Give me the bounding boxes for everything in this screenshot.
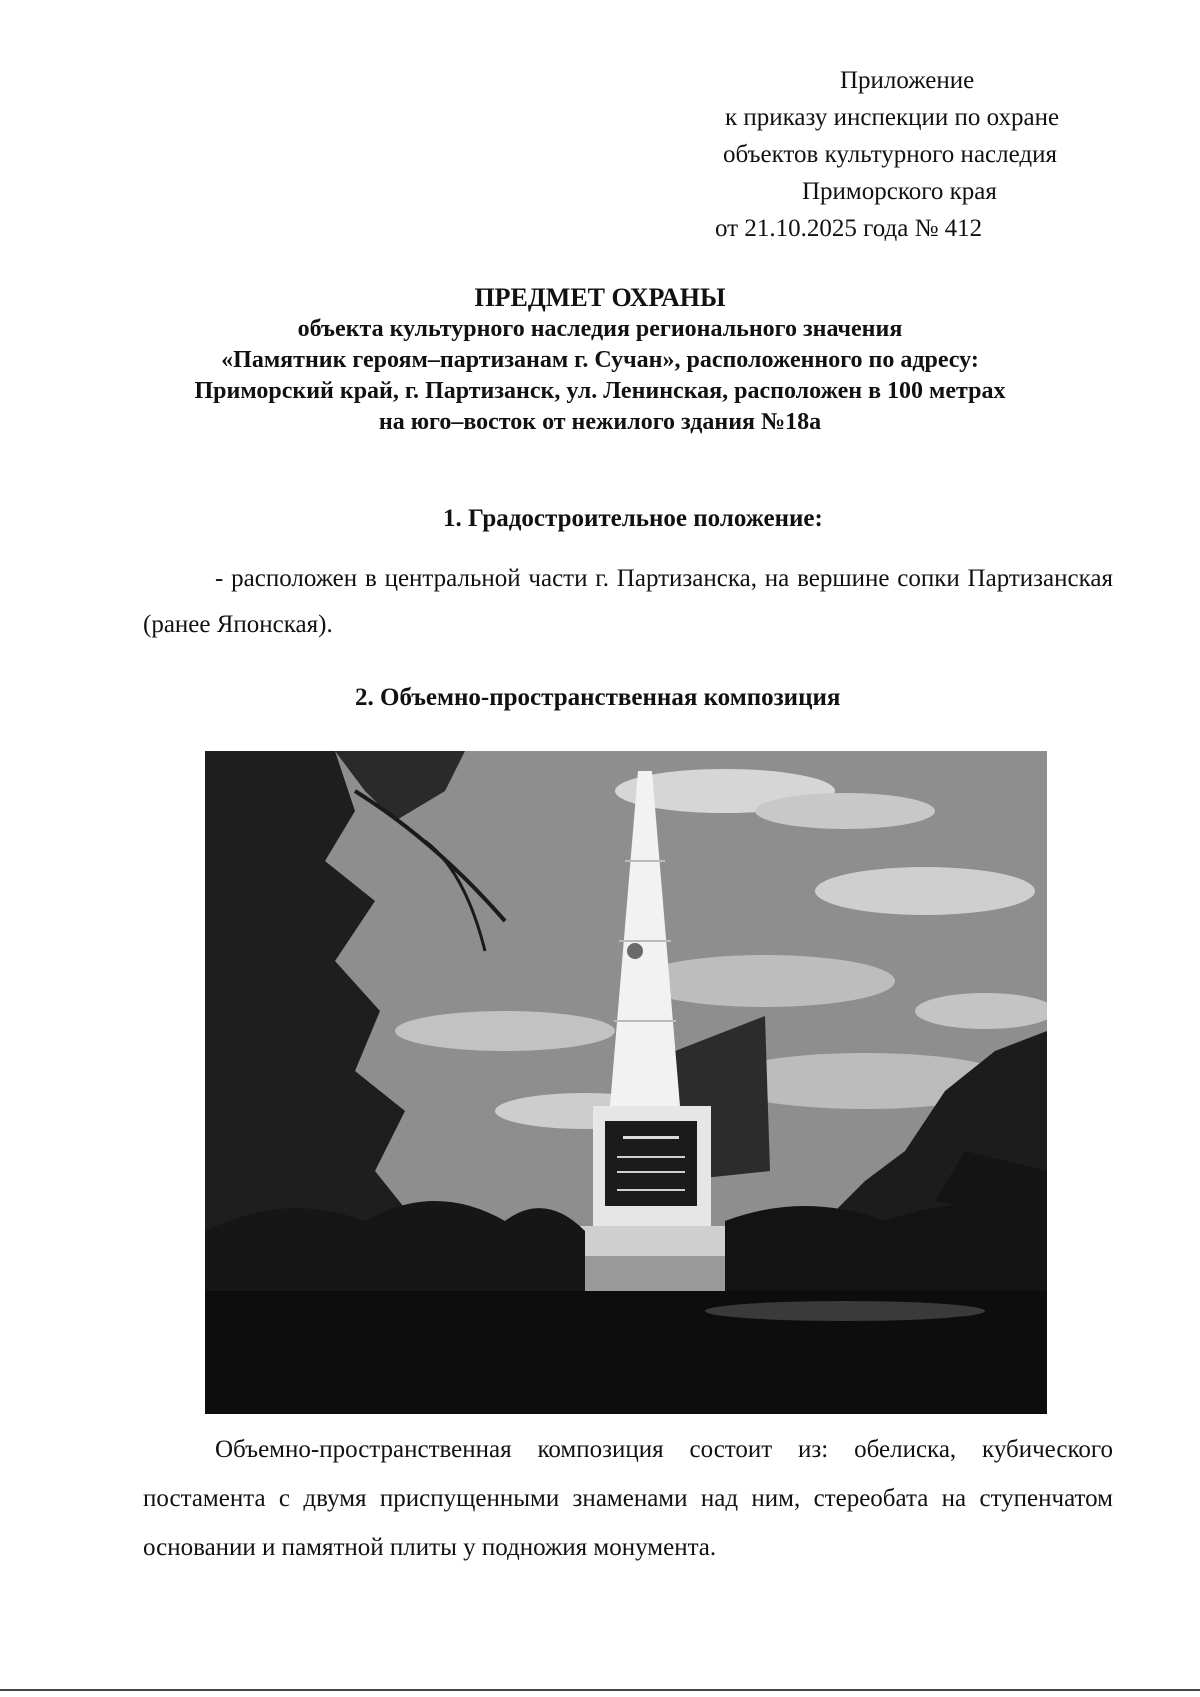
- title-line: «Памятник героям–партизанам г. Сучан», расположенного по адресу:: [221, 347, 979, 373]
- document-title: ПРЕДМЕТ ОХРАНЫ: [474, 283, 726, 312]
- section-heading-composition: 2. Объемно-пространственная композиция: [355, 684, 841, 711]
- section-paragraph-urban: - расположен в центральной части г. Партизанска, на вершине сопки Партизанская (ранее Японская).: [143, 565, 1113, 638]
- annex-line: к приказу инспекции по охране: [725, 104, 1060, 131]
- annex-line: объектов культурного наследия: [723, 141, 1057, 168]
- annex-order-date: от 21.10.2025 года № 412: [715, 215, 983, 242]
- annex-line: Приморского края: [802, 178, 997, 205]
- title-line: на юго–восток от нежилого здания №18а: [378, 409, 822, 435]
- annex-block: [705, 62, 1125, 247]
- monument-photo: [205, 751, 1047, 1414]
- section-paragraph-composition: Объемно-пространственная композиция состоит из: обелиска, кубического постамента с двумя приспущенными знаменами над ним, стереобата на ступенчатом основании и памятной плиты у подножия монумента.: [143, 1436, 1113, 1561]
- section-heading-urban: 1. Градостроительное положение:: [443, 505, 823, 532]
- title-line: объекта культурного наследия регионального значения: [297, 316, 903, 342]
- page-bottom-rule: [0, 1689, 1200, 1691]
- document-title-block: [100, 282, 1100, 438]
- annex-line: Приложение: [840, 67, 975, 94]
- title-line: Приморский край, г. Партизанск, ул. Ленинская, расположен в 100 метрах: [194, 378, 1006, 404]
